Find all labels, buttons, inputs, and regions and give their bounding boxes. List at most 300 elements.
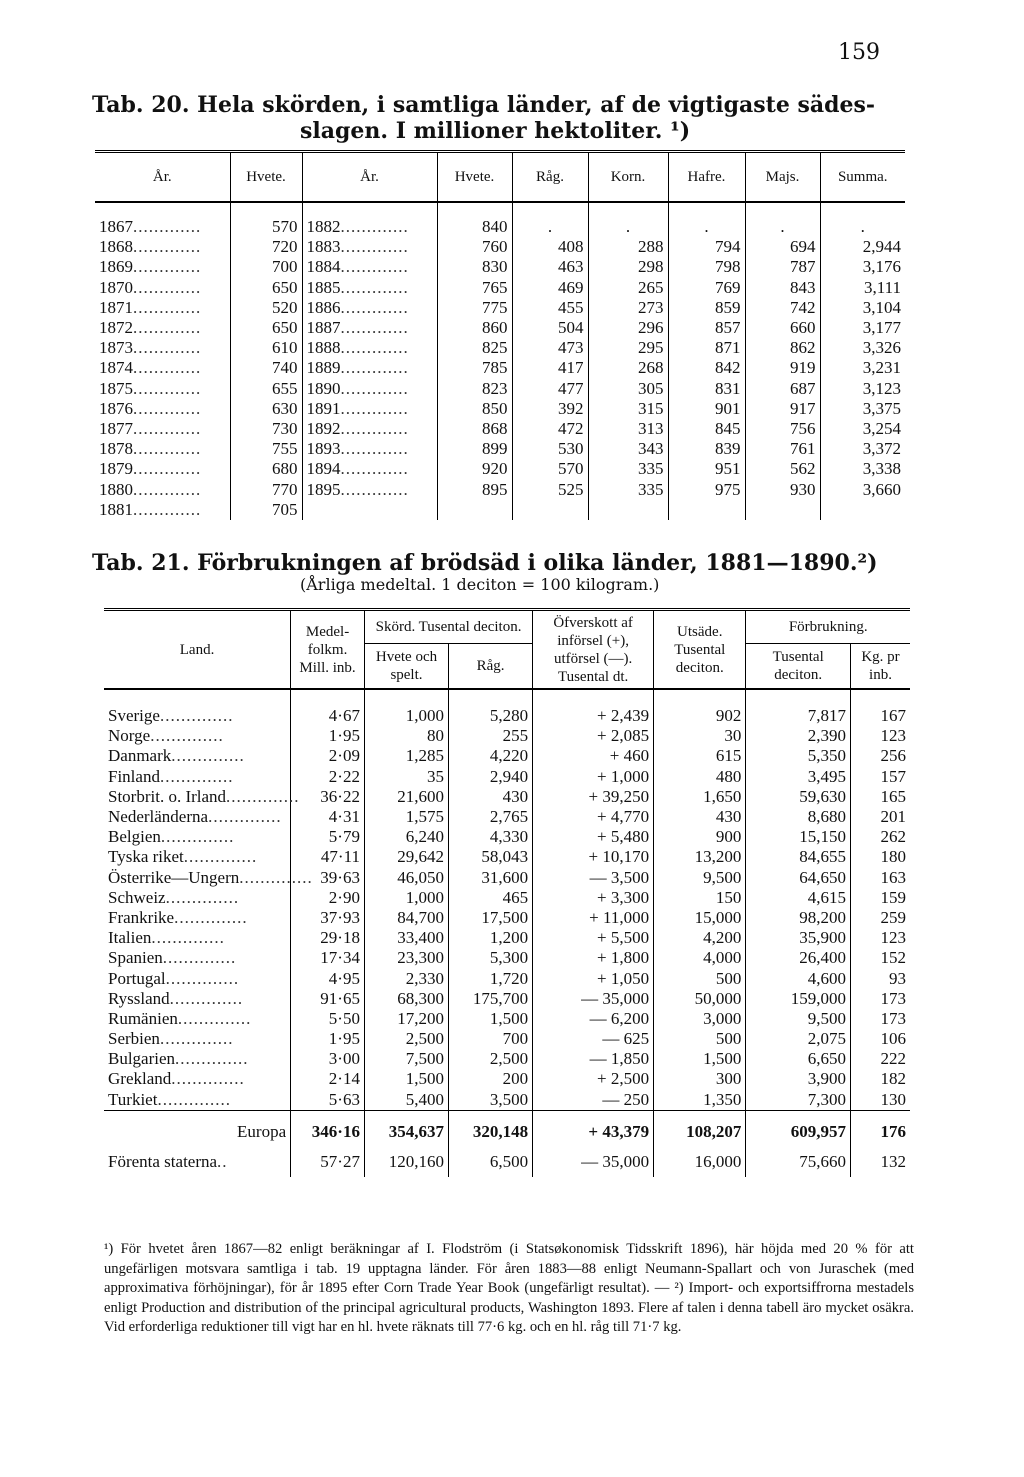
table-row xyxy=(95,358,905,378)
value-cell: 857 xyxy=(668,318,745,338)
dot-leader: ............. xyxy=(133,499,202,519)
year-cell xyxy=(302,379,437,399)
value-cell: 610 xyxy=(230,338,302,358)
value-cell: 770 xyxy=(230,479,302,499)
tab21-header-utsade: Utsäde. Tusental deciton. xyxy=(654,610,746,690)
value-cell: 5·79 xyxy=(291,827,365,847)
year-text: 1875 xyxy=(99,378,133,398)
year-cell xyxy=(302,500,437,520)
value-cell: + 1,000 xyxy=(533,767,654,787)
year-text: 1873 xyxy=(99,338,133,358)
value-cell: 2,330 xyxy=(364,968,448,988)
land-cell xyxy=(104,1090,291,1111)
value-cell: 120,160 xyxy=(364,1147,448,1177)
table-row xyxy=(95,399,905,419)
year-text: 1883 xyxy=(306,237,341,257)
year-text: 1887 xyxy=(306,318,341,338)
year-text: 1888 xyxy=(306,338,341,358)
value-cell: 630 xyxy=(230,399,302,419)
value-cell: 98,200 xyxy=(746,908,851,928)
value-cell: 222 xyxy=(850,1049,910,1069)
year-cell xyxy=(95,379,230,399)
value-cell: 4·95 xyxy=(291,968,365,988)
year-text: 1891 xyxy=(306,398,341,418)
value-cell: 975 xyxy=(668,479,745,499)
land-cell xyxy=(104,726,291,746)
dot-leader: .............. xyxy=(160,827,235,847)
value-cell: 320,148 xyxy=(449,1110,533,1147)
tab21-header-tusental: Tusental deciton. xyxy=(746,644,851,690)
year-cell xyxy=(95,278,230,298)
value-cell: 15,150 xyxy=(746,827,851,847)
table-row xyxy=(104,928,910,948)
value-cell: 268 xyxy=(588,358,668,378)
value-cell: 37·93 xyxy=(291,908,365,928)
value-cell: 182 xyxy=(850,1069,910,1089)
land-cell xyxy=(104,888,291,908)
value-cell: 760 xyxy=(437,237,512,257)
year-cell xyxy=(95,338,230,358)
land-name: Italien xyxy=(108,928,152,948)
value-cell: 7,500 xyxy=(364,1049,448,1069)
value-cell: 80 xyxy=(364,726,448,746)
value-cell: 5,350 xyxy=(746,746,851,766)
value-cell: 895 xyxy=(437,479,512,499)
value-cell: 4,220 xyxy=(449,746,533,766)
land-name: Bulgarien xyxy=(108,1049,176,1069)
value-cell: 2·14 xyxy=(291,1069,365,1089)
value-cell: 562 xyxy=(745,459,820,479)
value-cell: . xyxy=(512,202,588,237)
value-cell: 4,200 xyxy=(654,928,746,948)
value-cell: 530 xyxy=(512,439,588,459)
dot-leader: ............. xyxy=(340,378,409,398)
value-cell: 615 xyxy=(654,746,746,766)
value-cell: 3,104 xyxy=(820,298,905,318)
value-cell: — 35,000 xyxy=(533,1147,654,1177)
year-cell xyxy=(302,419,437,439)
dot-leader: ............. xyxy=(133,257,202,277)
dot-leader: ............. xyxy=(133,338,202,358)
dot-leader: ............. xyxy=(340,318,409,338)
value-cell: 472 xyxy=(512,419,588,439)
land-name: Spanien xyxy=(108,948,163,968)
value-cell: 831 xyxy=(668,379,745,399)
value-cell: 36·22 xyxy=(291,787,365,807)
value-cell: 57·27 xyxy=(291,1147,365,1177)
land-cell xyxy=(104,989,291,1009)
value-cell: 680 xyxy=(230,459,302,479)
tab21-table xyxy=(104,608,910,1177)
dot-leader: ............. xyxy=(340,237,409,257)
tab21-title xyxy=(92,550,878,576)
value-cell: 256 xyxy=(850,746,910,766)
dot-leader: ............. xyxy=(340,418,409,438)
dot-leader: .............. xyxy=(165,887,240,907)
value-cell: 465 xyxy=(449,888,533,908)
value-cell: 477 xyxy=(512,379,588,399)
dot-leader: ............. xyxy=(133,217,202,237)
value-cell: 769 xyxy=(668,278,745,298)
value-cell: 3,375 xyxy=(820,399,905,419)
value-cell: 2,390 xyxy=(746,726,851,746)
land-name: Norge xyxy=(108,726,151,746)
value-cell: 58,043 xyxy=(449,847,533,867)
table-row xyxy=(104,767,910,787)
value-cell: 1,000 xyxy=(364,888,448,908)
year-text: 1880 xyxy=(99,479,133,499)
tab20-header-cell: Hvete. xyxy=(230,152,302,203)
value-cell: 4·31 xyxy=(291,807,365,827)
value-cell: 930 xyxy=(745,479,820,499)
value-cell: 176 xyxy=(850,1110,910,1147)
value-cell: 825 xyxy=(437,338,512,358)
value-cell: 29·18 xyxy=(291,928,365,948)
footnote: ¹) För hvetet åren 1867—82 enligt beräkningar af I. Flodström (i Statsøkonomisk Tidsskrift 1896), här höjda med 20 % för att ungefärligen motsvara samtliga i tab. 19 upptagna länder. För åren 1883—88 enligt Neumann-Spallart och von Juraschek (med approximativa förhöjningar), för år 1895 efter Corn Trade Year Book (ungefärligt resultat). — ²) Import- och exportsiffrorna mestadels enligt Production and distribution of the principal agricultural products, Washington 1893. Flere af talen i denna tabell äro mycket osäkra. Vid erforderliga reduktioner till vigt har en hl. hvete räknats till 77·6 kg. och en hl. råg till 71·7 kg. xyxy=(104,1241,914,1335)
land-name: Ryssland xyxy=(108,988,170,1008)
value-cell: 3,326 xyxy=(820,338,905,358)
value-cell: 163 xyxy=(850,868,910,888)
value-cell: 3,660 xyxy=(820,479,905,499)
table-row xyxy=(104,908,910,928)
table-row xyxy=(104,1049,910,1069)
dot-leader: ............. xyxy=(340,459,409,479)
value-cell: . xyxy=(668,202,745,237)
dot-leader: .............. xyxy=(165,968,240,988)
value-cell: 46,050 xyxy=(364,868,448,888)
dot-leader: .............. xyxy=(159,766,234,786)
dot-leader: ............. xyxy=(133,398,202,418)
value-cell: 300 xyxy=(654,1069,746,1089)
value-cell: 469 xyxy=(512,278,588,298)
year-cell xyxy=(95,399,230,419)
value-cell: 4·67 xyxy=(291,689,365,726)
table-row xyxy=(95,237,905,257)
value-cell: 650 xyxy=(230,318,302,338)
value-cell: 900 xyxy=(654,827,746,847)
value-cell: 16,000 xyxy=(654,1147,746,1177)
value-cell: 33,400 xyxy=(364,928,448,948)
value-cell: 3,338 xyxy=(820,459,905,479)
value-cell: 1,350 xyxy=(654,1090,746,1111)
dot-leader: ............. xyxy=(133,297,202,317)
value-cell: 765 xyxy=(437,278,512,298)
value-cell: 473 xyxy=(512,338,588,358)
tab20-title xyxy=(92,92,875,144)
value-cell xyxy=(437,500,512,520)
value-cell: 93 xyxy=(850,968,910,988)
land-cell xyxy=(104,1029,291,1049)
land-cell xyxy=(104,1147,291,1177)
value-cell: 50,000 xyxy=(654,989,746,1009)
year-text: 1890 xyxy=(306,378,341,398)
dot-leader: .............. xyxy=(171,1069,245,1089)
value-cell: 720 xyxy=(230,237,302,257)
dot-leader: .............. xyxy=(162,948,237,968)
year-text: 1869 xyxy=(99,257,133,277)
value-cell: 761 xyxy=(745,439,820,459)
year-text: 1878 xyxy=(99,439,133,459)
value-cell: 26,400 xyxy=(746,948,851,968)
tab21-header-rag: Råg. xyxy=(449,644,533,690)
value-cell xyxy=(668,500,745,520)
value-cell: 31,600 xyxy=(449,868,533,888)
dot-leader: ............. xyxy=(133,479,202,499)
value-cell: 463 xyxy=(512,257,588,277)
value-cell: 850 xyxy=(437,399,512,419)
value-cell: 2,944 xyxy=(820,237,905,257)
table-row xyxy=(95,500,905,520)
year-text: 1882 xyxy=(306,217,341,237)
value-cell: 106 xyxy=(850,1029,910,1049)
value-cell: 3,900 xyxy=(746,1069,851,1089)
value-cell: 9,500 xyxy=(746,1009,851,1029)
value-cell: 775 xyxy=(437,298,512,318)
value-cell: 609,957 xyxy=(746,1110,851,1147)
value-cell: 1,500 xyxy=(449,1009,533,1029)
dot-leader: .............. xyxy=(159,1029,234,1049)
value-cell: — 1,850 xyxy=(533,1049,654,1069)
value-cell: + 10,170 xyxy=(533,847,654,867)
value-cell: 919 xyxy=(745,358,820,378)
value-cell: 823 xyxy=(437,379,512,399)
value-cell: 4,615 xyxy=(746,888,851,908)
dot-leader: .............. xyxy=(159,706,234,726)
year-cell xyxy=(95,318,230,338)
table-row xyxy=(95,379,905,399)
land-cell xyxy=(104,767,291,787)
value-cell: 455 xyxy=(512,298,588,318)
value-cell: 35,900 xyxy=(746,928,851,948)
dot-leader: ............. xyxy=(133,237,202,257)
value-cell: 2·22 xyxy=(291,767,365,787)
value-cell: 68,300 xyxy=(364,989,448,1009)
value-cell: 1·95 xyxy=(291,726,365,746)
value-cell: 173 xyxy=(850,989,910,1009)
land-name: Schweiz xyxy=(108,887,166,907)
land-cell xyxy=(104,968,291,988)
value-cell: 694 xyxy=(745,237,820,257)
value-cell: 1·95 xyxy=(291,1029,365,1049)
tab21-header-folkm: Medel- folkm. Mill. inb. xyxy=(291,610,365,690)
value-cell: 3,372 xyxy=(820,439,905,459)
value-cell: + 2,500 xyxy=(533,1069,654,1089)
value-cell: 687 xyxy=(745,379,820,399)
value-cell: 315 xyxy=(588,399,668,419)
value-cell: 660 xyxy=(745,318,820,338)
table-row xyxy=(95,479,905,499)
value-cell: 3,495 xyxy=(746,767,851,787)
year-cell xyxy=(302,257,437,277)
value-cell: 39·63 xyxy=(291,868,365,888)
tab21-header-overskott: Öfverskott af införsel (+), utförsel (—). Tusental dt. xyxy=(533,610,654,690)
year-cell xyxy=(302,459,437,479)
table-row xyxy=(104,968,910,988)
value-cell xyxy=(745,500,820,520)
value-cell: 859 xyxy=(668,298,745,318)
year-text: 1892 xyxy=(306,418,341,438)
dot-leader: ............. xyxy=(340,398,409,418)
value-cell: 901 xyxy=(668,399,745,419)
value-cell: + 460 xyxy=(533,746,654,766)
year-cell xyxy=(302,399,437,419)
year-cell xyxy=(302,338,437,358)
land-name: Nederländerna xyxy=(108,807,209,827)
land-name: Förenta staterna xyxy=(108,1151,218,1171)
value-cell: 21,600 xyxy=(364,787,448,807)
land-name: Grekland xyxy=(108,1069,172,1089)
year-text: 1889 xyxy=(306,358,341,378)
year-cell xyxy=(95,500,230,520)
tab21-header-kg: Kg. pr inb. xyxy=(850,644,910,690)
value-cell: 700 xyxy=(230,257,302,277)
value-cell: 1,000 xyxy=(364,689,448,726)
value-cell: 6,240 xyxy=(364,827,448,847)
value-cell: 35 xyxy=(364,767,448,787)
value-cell: 150 xyxy=(654,888,746,908)
value-cell: 839 xyxy=(668,439,745,459)
value-cell: 3,176 xyxy=(820,257,905,277)
value-cell: 520 xyxy=(230,298,302,318)
table-row xyxy=(104,1090,910,1111)
tab21-body xyxy=(104,689,910,1110)
value-cell: 255 xyxy=(449,726,533,746)
value-cell: 5,400 xyxy=(364,1090,448,1111)
value-cell: 2·90 xyxy=(291,888,365,908)
value-cell: 165 xyxy=(850,787,910,807)
value-cell: + 5,500 xyxy=(533,928,654,948)
value-cell: 201 xyxy=(850,807,910,827)
value-cell: 5·63 xyxy=(291,1090,365,1111)
value-cell: 84,655 xyxy=(746,847,851,867)
value-cell: 1,500 xyxy=(364,1069,448,1089)
value-cell: 755 xyxy=(230,439,302,459)
land-name: Sverige xyxy=(108,706,160,726)
value-cell: 860 xyxy=(437,318,512,338)
table-row xyxy=(95,202,905,237)
land-name: Belgien xyxy=(108,827,161,847)
value-cell: 346·16 xyxy=(291,1110,365,1147)
dot-leader: .............. xyxy=(177,1008,252,1028)
value-cell: 295 xyxy=(588,338,668,358)
value-cell: . xyxy=(820,202,905,237)
value-cell: 130 xyxy=(850,1090,910,1111)
land-name: Tyska riket xyxy=(108,847,184,867)
year-cell xyxy=(302,318,437,338)
land-cell xyxy=(104,847,291,867)
land-name: Frankrike xyxy=(108,907,175,927)
value-cell: 29,642 xyxy=(364,847,448,867)
value-cell: 730 xyxy=(230,419,302,439)
tab20-header-cell: Majs. xyxy=(745,152,820,203)
value-cell: 123 xyxy=(850,928,910,948)
value-cell: 2,940 xyxy=(449,767,533,787)
land-name: Rumänien xyxy=(108,1008,178,1028)
year-text: 1877 xyxy=(99,418,133,438)
value-cell: 8,680 xyxy=(746,807,851,827)
value-cell: 504 xyxy=(512,318,588,338)
value-cell: — 35,000 xyxy=(533,989,654,1009)
dot-leader: ............. xyxy=(340,297,409,317)
value-cell: 298 xyxy=(588,257,668,277)
tab20-header-cell: Summa. xyxy=(820,152,905,203)
tab20-title-line2: slagen. I millioner hektoliter. ¹) xyxy=(300,118,691,144)
land-cell xyxy=(104,948,291,968)
land-cell xyxy=(104,1009,291,1029)
value-cell: 17·34 xyxy=(291,948,365,968)
value-cell: 843 xyxy=(745,278,820,298)
value-cell: 17,500 xyxy=(449,908,533,928)
year-text: 1879 xyxy=(99,459,133,479)
tab20-table xyxy=(95,150,905,520)
value-cell: 4,000 xyxy=(654,948,746,968)
value-cell: 91·65 xyxy=(291,989,365,1009)
year-text: 1872 xyxy=(99,318,133,338)
value-cell: 265 xyxy=(588,278,668,298)
value-cell: 9,500 xyxy=(654,868,746,888)
value-cell: 840 xyxy=(437,202,512,237)
year-cell xyxy=(95,298,230,318)
value-cell: 6,500 xyxy=(449,1147,533,1177)
dot-leader: .............. xyxy=(174,907,248,927)
value-cell: 152 xyxy=(850,948,910,968)
value-cell: + 3,300 xyxy=(533,888,654,908)
dot-leader: .............. xyxy=(208,807,282,827)
year-text: 1874 xyxy=(99,358,133,378)
value-cell: . xyxy=(745,202,820,237)
land-cell xyxy=(104,786,300,807)
value-cell: 2·09 xyxy=(291,746,365,766)
dot-leader: .............. xyxy=(157,1089,231,1109)
value-cell: + 39,250 xyxy=(533,787,654,807)
value-cell: 951 xyxy=(668,459,745,479)
value-cell: 262 xyxy=(850,827,910,847)
year-cell xyxy=(95,439,230,459)
table-row xyxy=(104,787,910,807)
value-cell: 798 xyxy=(668,257,745,277)
value-cell: 756 xyxy=(745,419,820,439)
dot-leader: ............. xyxy=(340,277,409,297)
year-text: 1867 xyxy=(99,217,133,237)
value-cell: 23,300 xyxy=(364,948,448,968)
value-cell: 7,817 xyxy=(746,689,851,726)
value-cell: 408 xyxy=(512,237,588,257)
year-cell xyxy=(302,202,437,237)
value-cell: 157 xyxy=(850,767,910,787)
year-cell xyxy=(302,479,437,499)
value-cell: 785 xyxy=(437,358,512,378)
table-row xyxy=(104,989,910,1009)
value-cell: 500 xyxy=(654,968,746,988)
value-cell: 899 xyxy=(437,439,512,459)
value-cell: 13,200 xyxy=(654,847,746,867)
value-cell: + 11,000 xyxy=(533,908,654,928)
year-text: 1881 xyxy=(99,499,133,519)
value-cell: 740 xyxy=(230,358,302,378)
value-cell: 7,300 xyxy=(746,1090,851,1111)
dot-leader: ............. xyxy=(340,257,409,277)
table-row xyxy=(104,689,910,726)
tab21-subtitle: (Årliga medeltal. 1 deciton = 100 kilogram.) xyxy=(300,575,660,594)
tab20-header-cell: Hafre. xyxy=(668,152,745,203)
dot-leader: ............. xyxy=(133,459,202,479)
value-cell: 4,600 xyxy=(746,968,851,988)
tab20-header-cell: År. xyxy=(95,152,230,203)
value-cell: 2,500 xyxy=(364,1029,448,1049)
table-row xyxy=(95,318,905,338)
value-cell: 3,123 xyxy=(820,379,905,399)
land-cell xyxy=(104,1049,291,1069)
